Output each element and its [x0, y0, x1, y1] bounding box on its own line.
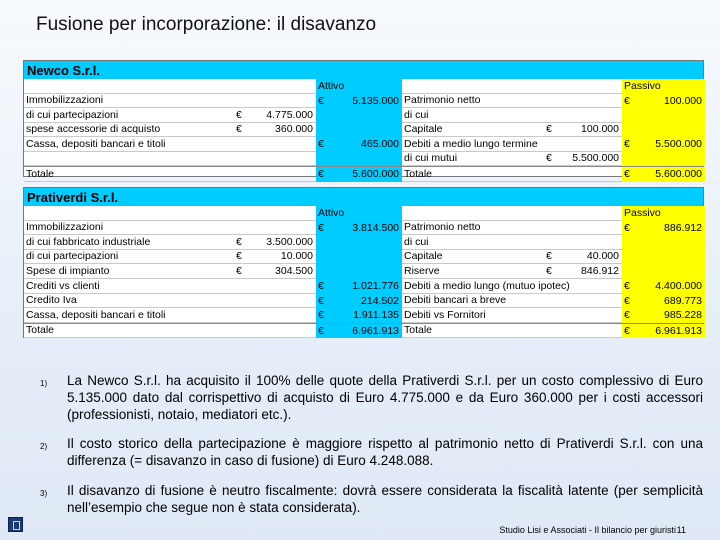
table-row — [24, 221, 703, 236]
row-label — [24, 152, 234, 167]
sub-currency — [234, 221, 254, 236]
header-spacer — [544, 79, 564, 94]
note-text: La Newco S.r.l. ha acquisito il 100% delle quote della Prativerdi S.r.l. per un costo complessivo di Euro 5.135.000 dato dal corrispettivo di acquisto di Euro 4.775.000 e da Euro 360.000 per i costi accessori (professionisti, notaio, mediatori etc.). — [67, 373, 703, 422]
attivo-value: 3.814.500 — [342, 221, 402, 236]
table-row — [24, 94, 703, 109]
attivo-value: 214.502 — [342, 294, 402, 309]
sub-value — [254, 324, 316, 339]
passivo-label: Riserve — [402, 264, 544, 279]
passivo-sub-currency: € — [544, 264, 564, 279]
attivo-currency — [316, 152, 342, 167]
sub-value: 10.000 — [254, 250, 316, 265]
sub-currency — [234, 308, 254, 323]
passivo-value: 5.600.000 — [648, 167, 705, 182]
sub-currency: € — [234, 264, 254, 279]
header-spacer — [234, 206, 254, 221]
passivo-label: Capitale — [402, 250, 544, 265]
passivo-value: 5.500.000 — [648, 137, 705, 152]
passivo-label: Debiti a medio lungo (mutuo ipotec) — [402, 279, 544, 294]
header-row — [24, 79, 703, 94]
attivo-value: 5.135.000 — [342, 94, 402, 109]
attivo-header: Attivo — [316, 79, 402, 94]
passivo-currency: € — [622, 167, 648, 182]
passivo-value: 886.912 — [648, 221, 705, 236]
attivo-value: 5.600.000 — [342, 167, 402, 182]
passivo-sub-currency: € — [544, 123, 564, 138]
attivo-value — [342, 152, 402, 167]
header-spacer — [544, 206, 564, 221]
sub-value — [254, 308, 316, 323]
table-row — [24, 166, 703, 182]
header-spacer — [234, 79, 254, 94]
row-label: di cui partecipazioni — [24, 250, 234, 265]
attivo-value: 1.911.135 — [342, 308, 402, 323]
passivo-label: Debiti bancari a breve — [402, 294, 544, 309]
passivo-currency — [622, 152, 648, 167]
table-row — [24, 250, 703, 265]
passivo-header: Passivo — [622, 79, 705, 94]
passivo-label: Capitale — [402, 123, 544, 138]
passivo-sub-value — [564, 108, 622, 123]
attivo-currency — [316, 123, 342, 138]
note-text: Il disavanzo di fusione è neutro fiscalmente: dovrà essere considerata la fiscalità latente (per semplicità nell’esempio che segue non è stata considerata). — [67, 483, 703, 515]
passivo-label: di cui mutui — [402, 152, 544, 167]
header-spacer — [24, 79, 234, 94]
passivo-sub-currency — [544, 294, 564, 309]
table-row — [24, 123, 703, 138]
studio-logo-icon — [8, 517, 23, 532]
footer-text: Studio Lisi e Associati - Il bilancio per giuristi — [499, 525, 676, 535]
row-label: Crediti vs clienti — [24, 279, 234, 294]
header-spacer — [254, 79, 316, 94]
sub-currency: € — [234, 250, 254, 265]
sub-currency: € — [234, 235, 254, 250]
passivo-value: 4.400.000 — [648, 279, 705, 294]
sub-currency — [234, 324, 254, 339]
attivo-value — [342, 264, 402, 279]
passivo-currency — [622, 123, 648, 138]
passivo-sub-currency — [544, 167, 564, 182]
passivo-label: di cui — [402, 235, 544, 250]
passivo-sub-value — [564, 324, 622, 339]
sub-value — [254, 167, 316, 182]
passivo-sub-value — [564, 235, 622, 250]
sub-currency — [234, 152, 254, 167]
newco-balance-sheet — [23, 60, 704, 180]
passivo-value: 985.228 — [648, 308, 705, 323]
passivo-sub-value — [564, 279, 622, 294]
passivo-sub-value — [564, 308, 622, 323]
attivo-currency: € — [316, 167, 342, 182]
attivo-header: Attivo — [316, 206, 402, 221]
note-number: 2) — [40, 442, 48, 451]
attivo-currency: € — [316, 94, 342, 109]
sub-value — [254, 294, 316, 309]
passivo-value: 6.961.913 — [648, 324, 705, 339]
header-spacer — [402, 79, 544, 94]
passivo-sub-currency — [544, 221, 564, 236]
passivo-currency: € — [622, 137, 648, 152]
passivo-sub-currency — [544, 235, 564, 250]
passivo-value — [648, 108, 705, 123]
sub-value — [254, 94, 316, 109]
prativerdi-company-name: Prativerdi S.r.l. — [24, 188, 703, 206]
sub-value — [254, 137, 316, 152]
passivo-currency: € — [622, 279, 648, 294]
table-row — [24, 264, 703, 279]
passivo-sub-currency: € — [544, 152, 564, 167]
passivo-label: Debiti vs Fornitori — [402, 308, 544, 323]
row-label: di cui partecipazioni — [24, 108, 234, 123]
page-number: 11 — [676, 525, 686, 535]
passivo-value — [648, 152, 705, 167]
passivo-sub-value — [564, 137, 622, 152]
passivo-currency — [622, 235, 648, 250]
prativerdi-balance-sheet — [23, 187, 704, 338]
sub-currency: € — [234, 108, 254, 123]
passivo-sub-currency — [544, 308, 564, 323]
header-spacer — [564, 79, 622, 94]
attivo-value — [342, 108, 402, 123]
row-label: Credito Iva — [24, 294, 234, 309]
passivo-value — [648, 264, 705, 279]
passivo-currency: € — [622, 324, 648, 339]
table-row — [24, 152, 703, 167]
passivo-sub-currency — [544, 137, 564, 152]
sub-currency — [234, 294, 254, 309]
passivo-sub-value — [564, 221, 622, 236]
attivo-value — [342, 123, 402, 138]
table-row — [24, 294, 703, 309]
sub-currency — [234, 279, 254, 294]
row-label: Cassa, depositi bancari e titoli — [24, 137, 234, 152]
passivo-value — [648, 235, 705, 250]
attivo-value — [342, 235, 402, 250]
attivo-currency — [316, 235, 342, 250]
attivo-value: 6.961.913 — [342, 324, 402, 339]
attivo-currency: € — [316, 279, 342, 294]
row-label: Totale — [24, 324, 234, 339]
note-text: Il costo storico della partecipazione è maggiore rispetto al patrimonio netto di Prativerdi S.r.l. con una differenza (= disavanzo in caso di fusione) di Euro 4.248.088. — [67, 436, 703, 468]
row-label: di cui fabbricato industriale — [24, 235, 234, 250]
passivo-currency: € — [622, 94, 648, 109]
passivo-label: Totale — [402, 167, 544, 182]
sub-value: 3.500.000 — [254, 235, 316, 250]
passivo-currency — [622, 250, 648, 265]
passivo-sub-currency — [544, 324, 564, 339]
header-row — [24, 206, 703, 221]
note-number: 3) — [40, 489, 48, 498]
attivo-value: 1.021.776 — [342, 279, 402, 294]
passivo-sub-value — [564, 94, 622, 109]
sub-value: 4.775.000 — [254, 108, 316, 123]
passivo-sub-value: 846.912 — [564, 264, 622, 279]
passivo-currency: € — [622, 294, 648, 309]
header-spacer — [24, 206, 234, 221]
passivo-sub-value — [564, 294, 622, 309]
slide-title: Fusione per incorporazione: il disavanzo — [36, 14, 377, 35]
sub-currency: € — [234, 123, 254, 138]
row-label: spese accessorie di acquisto — [24, 123, 234, 138]
row-label: Spese di impianto — [24, 264, 234, 279]
passivo-sub-currency: € — [544, 250, 564, 265]
note-number: 1) — [40, 379, 48, 388]
attivo-currency: € — [316, 221, 342, 236]
attivo-currency: € — [316, 137, 342, 152]
header-spacer — [564, 206, 622, 221]
attivo-currency — [316, 250, 342, 265]
passivo-currency: € — [622, 308, 648, 323]
row-label: Immobilizzazioni — [24, 221, 234, 236]
passivo-label: Totale — [402, 324, 544, 339]
table-row — [24, 235, 703, 250]
attivo-currency: € — [316, 294, 342, 309]
passivo-label: Patrimonio netto — [402, 94, 544, 109]
passivo-sub-value: 40.000 — [564, 250, 622, 265]
header-spacer — [402, 206, 544, 221]
newco-company-name: Newco S.r.l. — [24, 61, 703, 79]
sub-currency — [234, 167, 254, 182]
table-row — [24, 137, 703, 152]
sub-currency — [234, 94, 254, 109]
passivo-currency: € — [622, 221, 648, 236]
passivo-header: Passivo — [622, 206, 705, 221]
table-row — [24, 108, 703, 123]
sub-value: 304.500 — [254, 264, 316, 279]
passivo-value — [648, 123, 705, 138]
sub-value — [254, 152, 316, 167]
passivo-value: 689.773 — [648, 294, 705, 309]
passivo-currency — [622, 108, 648, 123]
table-row — [24, 279, 703, 294]
header-spacer — [254, 206, 316, 221]
passivo-label: Patrimonio netto — [402, 221, 544, 236]
passivo-sub-currency — [544, 108, 564, 123]
sub-currency — [234, 137, 254, 152]
attivo-currency: € — [316, 308, 342, 323]
passivo-label: di cui — [402, 108, 544, 123]
passivo-sub-value: 5.500.000 — [564, 152, 622, 167]
passivo-currency — [622, 264, 648, 279]
attivo-value: 465.000 — [342, 137, 402, 152]
passivo-sub-value — [564, 167, 622, 182]
attivo-value — [342, 250, 402, 265]
table-row — [24, 308, 703, 323]
passivo-sub-value: 100.000 — [564, 123, 622, 138]
attivo-currency — [316, 108, 342, 123]
attivo-currency: € — [316, 324, 342, 339]
table-row — [24, 323, 703, 339]
row-label: Cassa, depositi bancari e titoli — [24, 308, 234, 323]
passivo-label: Debiti a medio lungo termine — [402, 137, 544, 152]
passivo-sub-currency — [544, 94, 564, 109]
attivo-currency — [316, 264, 342, 279]
sub-value — [254, 221, 316, 236]
row-label: Immobilizzazioni — [24, 94, 234, 109]
passivo-value: 100.000 — [648, 94, 705, 109]
sub-value — [254, 279, 316, 294]
row-label: Totale — [24, 167, 234, 182]
passivo-sub-currency — [544, 279, 564, 294]
sub-value: 360.000 — [254, 123, 316, 138]
passivo-value — [648, 250, 705, 265]
